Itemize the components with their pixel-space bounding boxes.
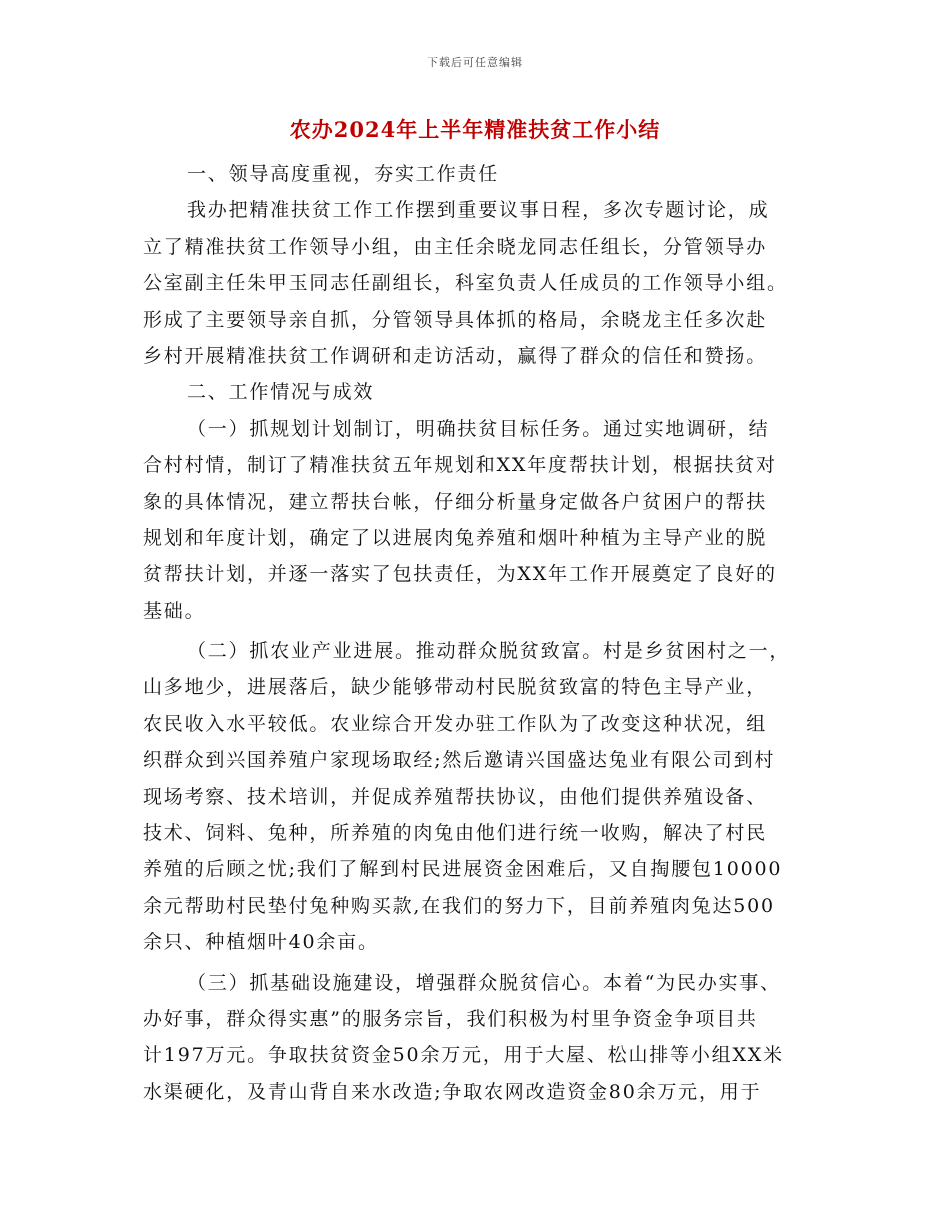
section-2-para-2-line: 养殖的后顾之忧;我们了解到村民进展资金困难后，又自掏腰包10000 <box>143 858 783 881</box>
section-2-para-1-line: 规划和年度计划，确定了以进展肉兔养殖和烟叶种植为主导产业的脱 <box>143 526 768 549</box>
section-1-line: 立了精准扶贫工作领导小组，由主任余晓龙同志任组长，分管领导办 <box>143 235 768 258</box>
section-2-para-2-line: 余元帮助村民垫付兔种购买款,在我们的努力下，目前养殖肉兔达500 <box>143 894 775 917</box>
section-2-para-1-line: 合村村情，制订了精准扶贫五年规划和XX年度帮扶计划，根据扶贫对 <box>143 454 777 477</box>
section-2-para-1-line: （一）抓规划计划制订，明确扶贫目标任务。通过实地调研，结 <box>187 417 770 440</box>
section-1-line: 形成了主要领导亲自抓，分管领导具体抓的格局，余晓龙主任多次赴 <box>143 308 768 331</box>
section-2-para-3-line: 水渠硬化，及青山背自来水改造;争取农网改造资金80余万元，用于 <box>143 1080 762 1103</box>
section-2-para-2-line: 现场考察、技术培训，并促成养殖帮扶协议，由他们提供养殖设备、 <box>143 785 768 808</box>
section-2-para-2-line: 农民收入水平较低。农业综合开发办驻工作队为了改变这种状况，组 <box>143 712 768 735</box>
section-1-line: 乡村开展精准扶贫工作调研和走访活动，赢得了群众的信任和赞扬。 <box>143 344 768 367</box>
section-2-heading: 二、工作情况与成效 <box>187 381 375 404</box>
section-2-para-2-line: 织群众到兴国养殖户家现场取经;然后邀请兴国盛达兔业有限公司到村 <box>143 749 776 772</box>
section-2-para-2-line: （二）抓农业产业进展。推动群众脱贫致富。村是乡贫困村之一， <box>187 640 791 663</box>
section-1-heading: 一、领导高度重视，夯实工作责任 <box>187 163 500 185</box>
header-note: 下载后可任意编辑 <box>427 56 523 69</box>
section-2-para-1-line: 基础。 <box>143 599 206 622</box>
section-2-para-2-line: 山多地少，进展落后，缺少能够带动村民脱贫致富的特色主导产业， <box>143 676 768 699</box>
section-1-line: 公室副主任朱甲玉同志任副组长，科室负责人任成员的工作领导小组。 <box>143 272 788 295</box>
document-body <box>143 156 813 1110</box>
section-2-para-2-line: 技术、饲料、兔种，所养殖的肉兔由他们进行统一收购，解决了村民 <box>143 822 768 845</box>
section-2-para-1-line: 贫帮扶计划，并逐一落实了包扶责任，为XX年工作开展奠定了良好的 <box>143 563 777 586</box>
section-2-para-3-line: 办好事，群众得实惠”的服务宗旨，我们积极为村里争资金争项目共 <box>143 1007 758 1030</box>
section-2-para-1-line: 象的具体情况，建立帮扶台帐，仔细分析量身定做各户贫困户的帮扶 <box>143 490 768 513</box>
section-2-para-2-line: 余只、种植烟叶40余亩。 <box>143 931 379 954</box>
document-title: 农办2024年上半年精准扶贫工作小结 <box>289 117 661 142</box>
section-2-para-3-line: 计197万元。争取扶贫资金50余万元，用于大屋、松山排等小组XX米 <box>143 1044 784 1067</box>
section-2-para-3-line: （三）抓基础设施建设，增强群众脱贫信心。本着“为民办实事、 <box>187 971 781 994</box>
section-1-line: 我办把精准扶贫工作工作摆到重要议事日程，多次专题讨论，成 <box>187 199 770 222</box>
